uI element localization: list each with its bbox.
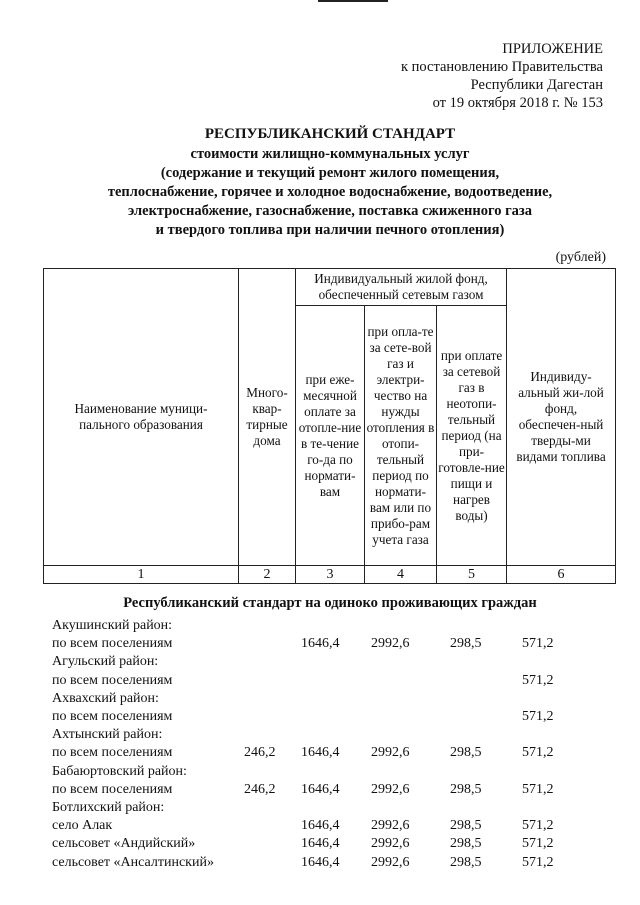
appendix-line-3: Республики Дагестан (470, 77, 603, 93)
title-line-2: (содержание и текущий ремонт жилого помещения, (160, 165, 500, 181)
row-name: по всем поселениям (52, 709, 173, 724)
table-row (52, 781, 612, 799)
col-number-3: 3 (296, 566, 365, 584)
row-name: село Алак (52, 818, 113, 834)
row-value-4: 2992,6 (371, 781, 410, 797)
row-value-4: 2992,6 (371, 818, 410, 834)
row-value-3: 1646,4 (301, 781, 340, 797)
table-row (52, 653, 612, 671)
col-number-1: 1 (44, 566, 239, 584)
row-value-6: 571,2 (522, 836, 554, 852)
row-name: Ахтынский район: (52, 727, 163, 743)
title-main: РЕСПУБЛИКАНСКИЙ СТАНДАРТ (204, 126, 456, 142)
row-value-6: 571,2 (522, 781, 554, 797)
row-value-4: 2992,6 (371, 745, 410, 761)
row-value-5: 298,5 (450, 854, 482, 870)
appendix-block (401, 40, 603, 112)
row-value-6: 571,2 (522, 854, 554, 870)
col-number-2: 2 (239, 566, 296, 584)
table-row (52, 690, 612, 708)
header-non-heating-season: при оплате за сетевой газ в неотопи-тельный период (на при-готовле-ние пищи и нагрев воды) (437, 306, 507, 566)
row-value-2: 246,2 (244, 745, 276, 761)
title-line-4: электроснабжение, газоснабжение, поставка сжиженного газа (128, 203, 532, 219)
row-name: по всем поселениям (52, 636, 173, 652)
row-name: Ботлихский район: (52, 800, 165, 815)
table-row (52, 744, 612, 762)
scan-edge-mark (318, 0, 388, 2)
row-value-6: 571,2 (522, 636, 554, 652)
header-municipality: Наименование муници-пального образования (44, 269, 239, 566)
row-value-5: 298,5 (450, 636, 482, 652)
title-line-5: и твердого топлива при наличии печного отопления) (155, 222, 505, 238)
row-value-4: 2992,6 (371, 854, 410, 870)
table-row (52, 854, 612, 872)
header-apartment-buildings: Много-квар-тирные дома (239, 269, 296, 566)
row-value-3: 1646,4 (301, 818, 340, 834)
row-value-5: 298,5 (450, 781, 482, 797)
col-number-6: 6 (507, 566, 616, 584)
title-line-1: стоимости жилищно-коммунальных услуг (190, 146, 470, 162)
appendix-title: ПРИЛОЖЕНИЕ (502, 41, 603, 57)
title-line-3: теплоснабжение, горячее и холодное водоснабжение, водоотведение, (107, 184, 553, 200)
table-row (52, 726, 612, 744)
table-row (52, 835, 612, 853)
table-row (52, 635, 612, 653)
row-name: по всем поселениям (52, 672, 173, 688)
row-value-3: 1646,4 (301, 836, 340, 852)
col-number-5: 5 (437, 566, 507, 584)
header-heating-season: при опла-те за сете-вой газ и электри-чество на нужды отопления в отопи-тельный период по нормати-вам или по прибо-рам учета газа (365, 306, 437, 566)
row-value-5: 298,5 (450, 836, 482, 852)
header-gas-group: Индивидуальный жилой фонд, обеспеченный сетевым газом (296, 269, 507, 306)
col-number-4: 4 (365, 566, 437, 584)
row-value-6: 571,2 (522, 672, 554, 688)
row-name: по всем поселениям (52, 745, 173, 761)
table-row (52, 799, 612, 817)
row-value-4: 2992,6 (371, 836, 410, 852)
row-value-3: 1646,4 (301, 636, 340, 652)
table-header (43, 268, 616, 584)
row-value-6: 571,2 (522, 745, 554, 761)
appendix-date: от 19 октября 2018 г. № 153 (432, 95, 603, 111)
row-name: сельсовет «Ансалтинский» (52, 854, 214, 870)
row-name: Агульский район: (52, 654, 159, 670)
row-name: Бабаюртовский район: (52, 763, 187, 779)
row-value-5: 298,5 (450, 818, 482, 834)
row-value-5: 298,5 (450, 745, 482, 761)
row-value-3: 1646,4 (301, 745, 340, 761)
table-row (52, 672, 612, 690)
row-name: сельсовет «Андийский» (52, 836, 196, 852)
row-value-4: 2992,6 (371, 636, 410, 652)
row-name: Ахвахский район: (52, 690, 159, 706)
header-solid-fuel: Индивиду-альный жи-лой фонд, обеспечен-ный тверды-ми видами топлива (507, 269, 616, 566)
table-row (52, 763, 612, 781)
appendix-line-2: к постановлению Правительства (401, 59, 603, 75)
header-monthly-heating: при еже-месячной оплате за отопле-ние в те-чение го-да по нормати-вам (296, 306, 365, 566)
table-row (52, 708, 612, 726)
table-row (52, 617, 612, 635)
row-name: по всем поселениям (52, 781, 173, 797)
document-title (40, 125, 620, 240)
section-title: Республиканский стандарт на одиноко проживающих граждан (123, 595, 537, 611)
row-value-2: 246,2 (244, 781, 276, 797)
row-value-3: 1646,4 (301, 854, 340, 870)
row-value-6: 571,2 (522, 709, 554, 724)
row-name: Акушинский район: (52, 618, 173, 633)
table-row (52, 817, 612, 835)
unit-label: (рублей) (555, 250, 606, 265)
row-value-6: 571,2 (522, 818, 554, 834)
